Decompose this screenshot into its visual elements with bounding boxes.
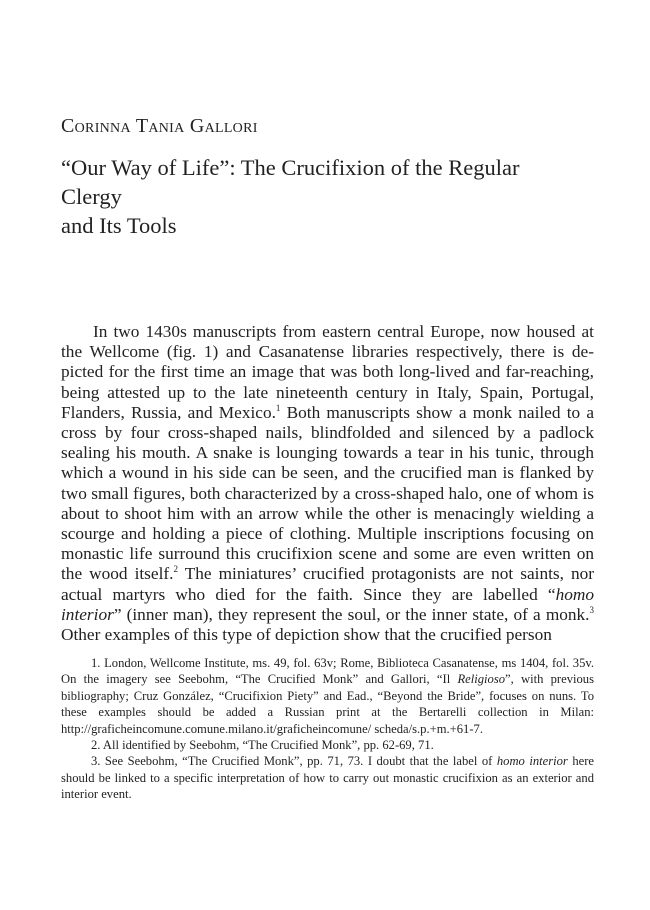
footnote-marker-1[interactable]: 1 xyxy=(275,403,281,414)
italic-term: Religioso xyxy=(457,672,506,687)
footnote-text: here should be linked to a specific interpretation of how to carry out monastic crucifixion as an exterior and interior event. xyxy=(61,754,594,802)
chapter-title xyxy=(61,153,581,240)
footnote-text: 1. London, Wellcome Institute, ms. 49, fol. 63v; Rome, Biblioteca Casanatense, ms 1404, fol. 35v. On the imagery see Seebohm, “The Crucified Monk” and Gallori, “Il xyxy=(61,656,594,687)
footnote-text: ”, with previous bibliography; Cruz González, “Crucifixion Piety” and Ead., “Beyond the Bride”, focuses on nuns. To these examples should be added a Russian print at the Bertarelli collection in Milan: http://graficheincomune.comune.milano.it/graficheincomune/ scheda/s.p.+m.+61-7. xyxy=(61,672,595,736)
footnote-marker-2[interactable]: 2 xyxy=(173,564,178,575)
footnote-text: 3. See Seebohm, “The Crucified Monk”, pp. 71, 73. I doubt that the label of xyxy=(91,754,497,769)
footnote-marker-3[interactable]: 3 xyxy=(589,605,594,616)
body-paragraph xyxy=(61,322,594,645)
body-text-segment: Both manuscripts show a monk nailed to a cross by four cross-shaped nails, blindfolded and silenced by a padlock sealing his mouth. A snake is lounging towards a tear in his tunic, through which a wound in his side can be seen, and the crucified man is flanked by two small figures, both characterized by a cross-shaped halo, one of whom is about to shoot him with an arrow while the other is menacingly wielding a scourge and holding a piece of clothing. Multiple inscriptions focusing on monastic life surround this crucifixion scene and some are even written on the wood itself. xyxy=(61,402,595,584)
chapter-title-line-1: “Our Way of Life”: The Crucifixion of the Regular Clergy xyxy=(61,155,520,209)
italic-term: homo interior xyxy=(61,584,594,624)
author-name: Corinna Tania Gallori xyxy=(61,115,258,137)
footnote-2: 2. All identified by Seebohm, “The Crucified Monk”, pp. 62-69, 71. xyxy=(91,738,434,753)
footnote-1 xyxy=(61,655,594,737)
italic-term: homo interior xyxy=(496,754,568,769)
chapter-title-line-2: and Its Tools xyxy=(61,213,177,238)
body-text-segment: In two 1430s manuscripts from eastern central Europe, now housed at the Wellcome (fig. 1) and Casanatense libraries respectively, there is depicted for the first time an image that was both long-lived and far-reaching, being attested up to the late nineteenth century in Italy, Spain, Portugal, Flanders, Russia, and Mexico. xyxy=(61,322,594,422)
footnote-3 xyxy=(61,753,594,802)
body-text-segment: The miniatures’ crucified protagonists are not saints, nor actual martyrs who died for the faith. Since they are labelled “ xyxy=(61,564,595,604)
footnotes xyxy=(61,655,594,803)
body-text-segment: Other examples of this type of depiction show that the crucified person xyxy=(61,625,552,645)
body-text-segment: ” (inner man), they represent the soul, or the inner state, of a monk. xyxy=(113,604,590,624)
